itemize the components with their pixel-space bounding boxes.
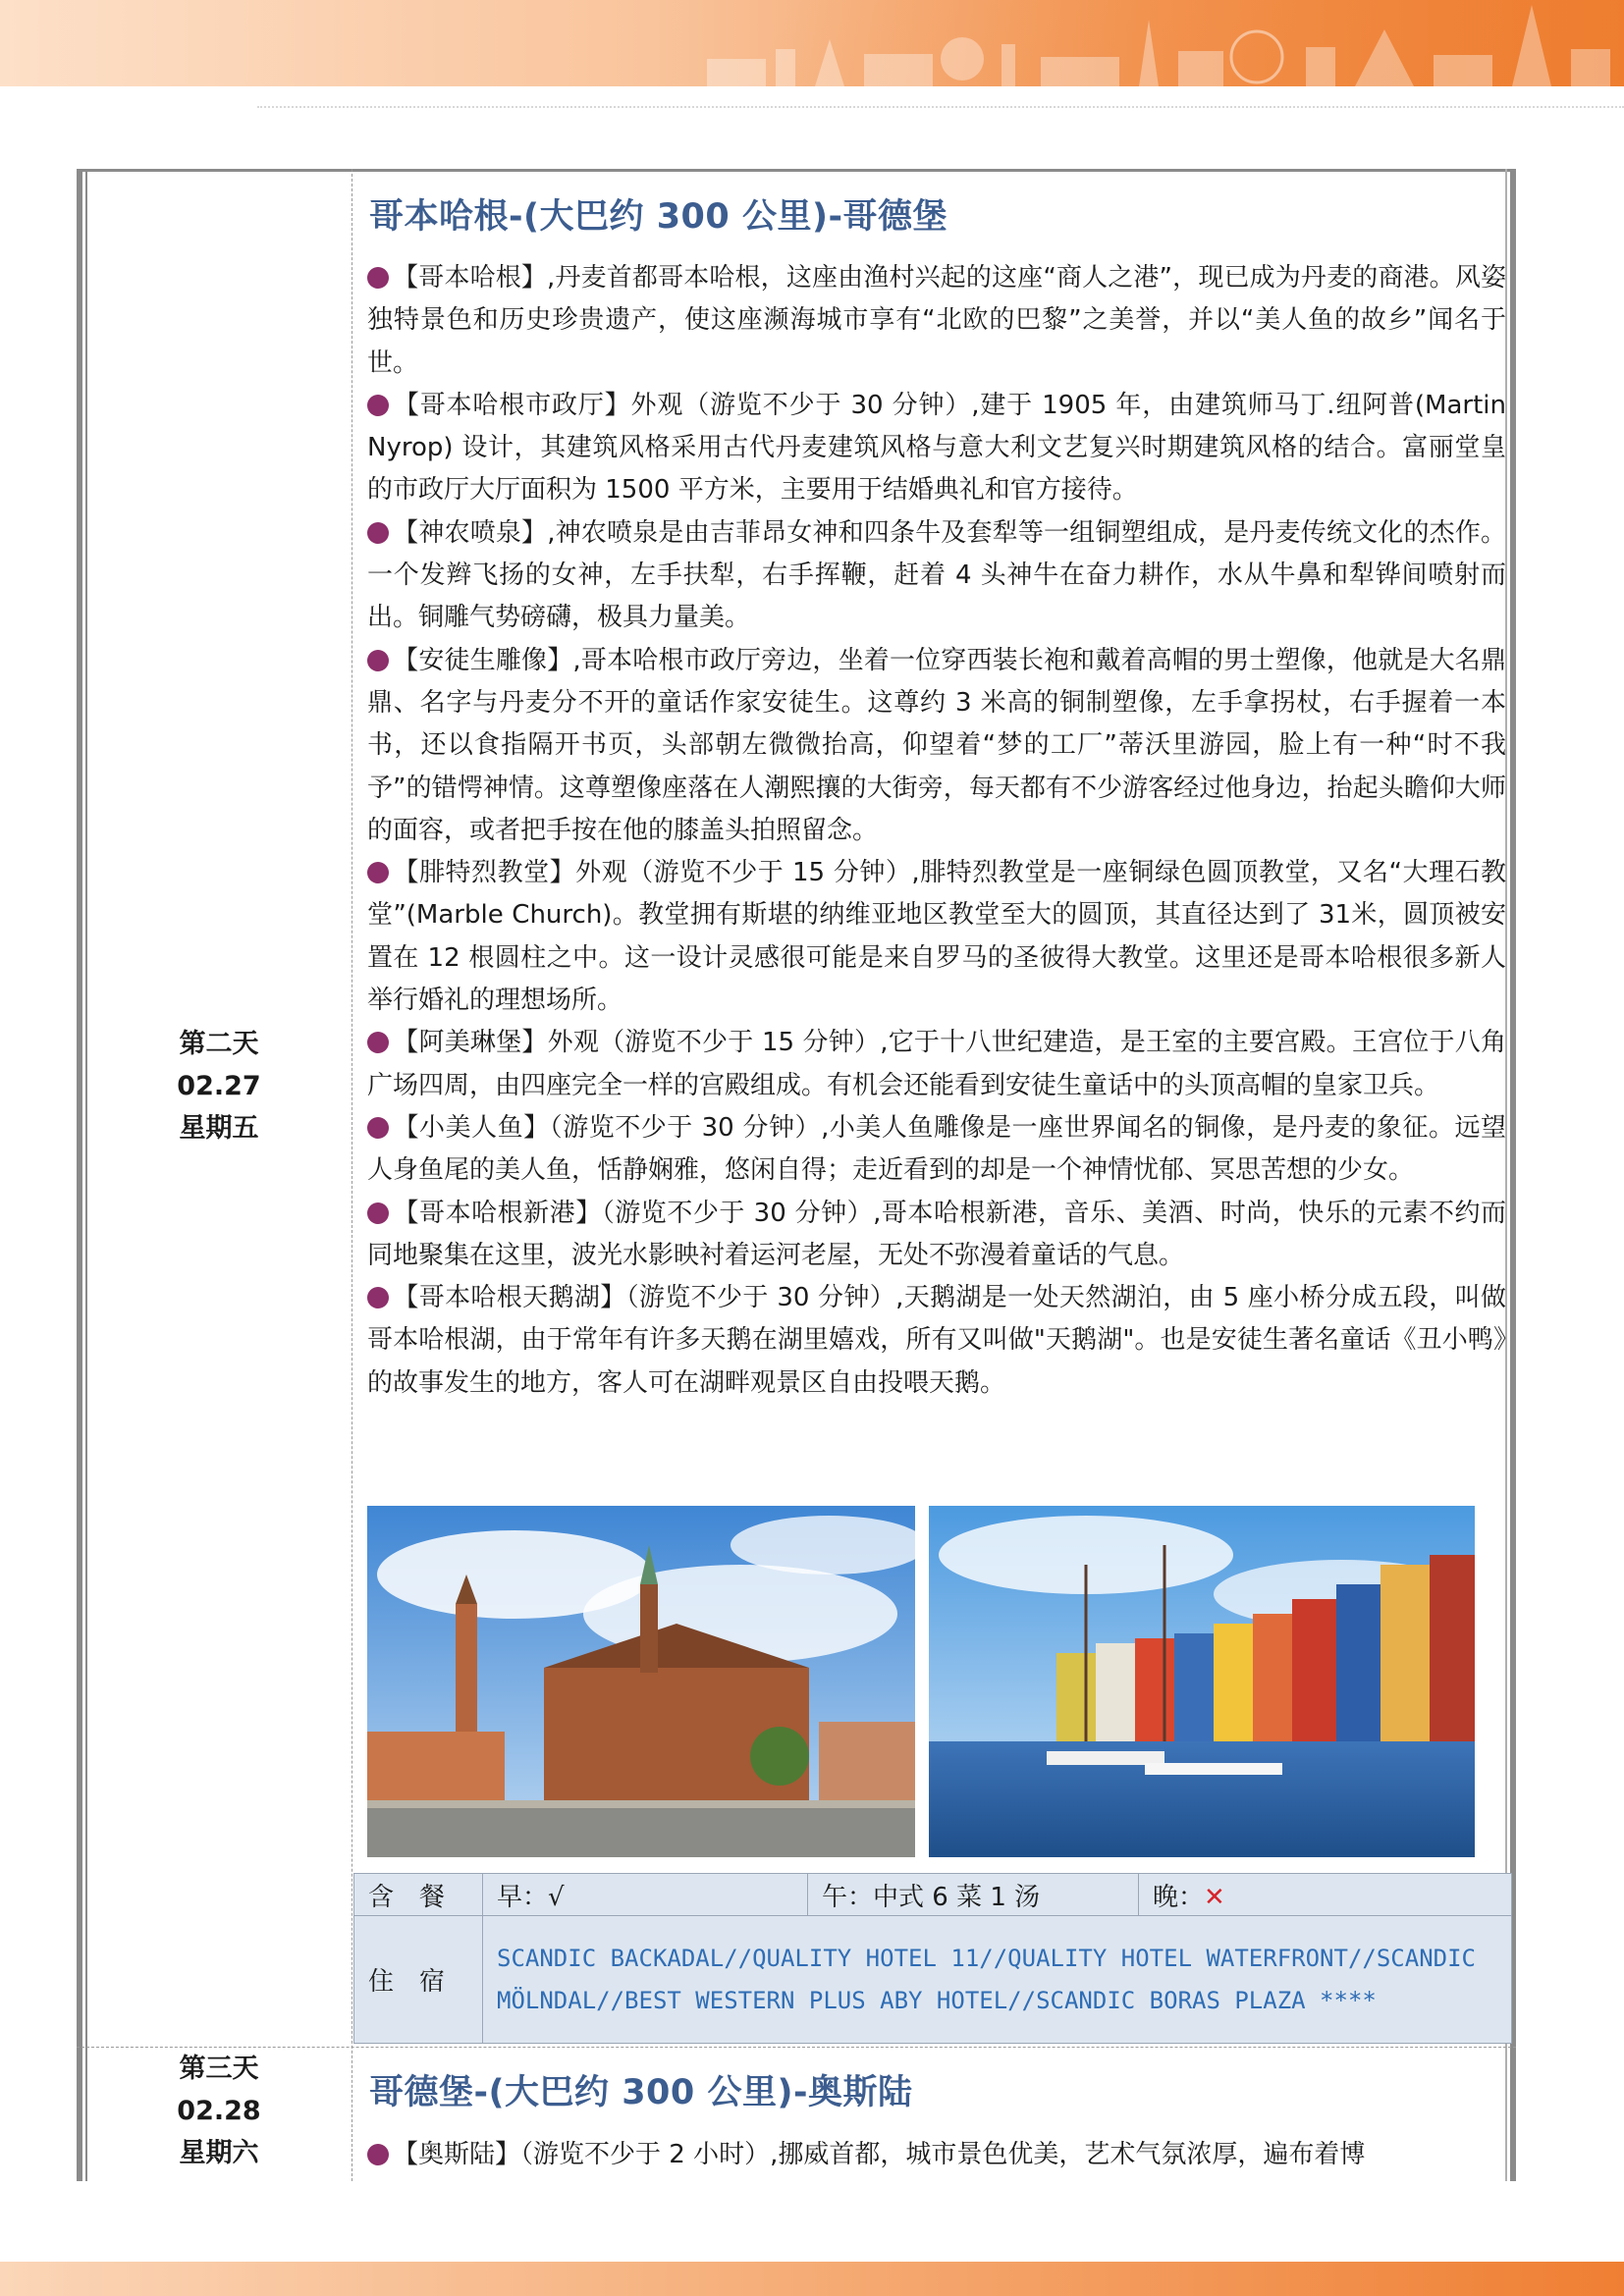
day2-description: [367, 257, 1506, 1405]
bullet-icon: [367, 267, 389, 289]
day3-route-title: 哥德堡-(大巴约 300 公里)-奥斯陆: [369, 2073, 913, 2112]
bullet-icon: [367, 1202, 389, 1224]
attraction-paragraph: 【哥本哈根新港】（游览不少于 30 分钟）,哥本哈根新港，音乐、美酒、时尚，快乐的元素不约而同地聚集在这里，波光水影映衬着运河老屋，无处不弥漫着童话的气息。: [367, 1198, 1506, 1270]
bullet-icon: [367, 522, 389, 544]
lunch-cell: 午：中式 6 菜 1 汤: [808, 1874, 1139, 1916]
bullet-icon: [367, 1287, 389, 1308]
nyhavn-photo: [929, 1506, 1475, 1857]
attraction-paragraph: 【奥斯陆】（游览不少于 2 小时）,挪威首都，城市景色优美，艺术气氛浓厚，遍布着博: [393, 2140, 1366, 2169]
header-divider: [257, 106, 1624, 108]
attraction-paragraph: 【哥本哈根天鹅湖】（游览不少于 30 分钟）,天鹅湖是一处天然湖泊，由 5 座小桥分成五段，叫做哥本哈根湖，由于常年有许多天鹅在湖里嬉戏，所有又叫做"天鹅湖"。也是安徒生著名童话《丑小鸭》的故事发生的地方，客人可在湖畔观景区自由投喂天鹅。: [367, 1283, 1506, 1398]
day-number: 第三天: [179, 2054, 259, 2084]
day2-label: [147, 1023, 291, 1149]
day2-route-title: 哥本哈根-(大巴约 300 公里)-哥德堡: [369, 197, 947, 237]
day3-description: [367, 2134, 1506, 2176]
day-date: 02.27: [177, 1071, 261, 1101]
bullet-icon: [367, 862, 389, 883]
attraction-paragraph: 【腓特烈教堂】外观（游览不少于 15 分钟）,腓特烈教堂是一座铜绿色圆顶教堂，又名“大理石教堂”(Marble Church)。教堂拥有斯堪的纳维亚地区教堂至大的圆顶，其直径达到了 31米，圆顶被安置在 12 根圆柱之中。这一设计灵感很可能是来自罗马的圣彼得大教堂。这里还是哥本哈根很多新人举行婚礼的理想场所。: [367, 858, 1506, 1016]
bullet-icon: [367, 650, 389, 671]
day-weekday: 星期六: [179, 2138, 259, 2168]
bullet-icon: [367, 1032, 389, 1053]
hotel-label: 住 宿: [354, 1916, 483, 2044]
bullet-icon: [367, 1117, 389, 1139]
day3-label: [147, 2048, 291, 2174]
day-number: 第二天: [179, 1029, 259, 1059]
meals-label: 含 餐: [354, 1874, 483, 1916]
dinner-cross-icon: ✕: [1204, 1882, 1225, 1912]
attraction-paragraph: 【哥本哈根】,丹麦首都哥本哈根，这座由渔村兴起的这座“商人之港”，现已成为丹麦的商港。风姿独特景色和历史珍贵遗产，使这座濒海城市享有“北欧的巴黎”之美誉，并以“美人鱼的故乡”闻名于世。: [367, 263, 1506, 378]
hotel-value: SCANDIC BACKADAL//QUALITY HOTEL 11//QUALITY HOTEL WATERFRONT//SCANDIC MÖLNDAL//BEST WESTERN PLUS ABY HOTEL//SCANDIC BORAS PLAZA ****: [483, 1916, 1512, 2044]
bottom-banner: [0, 2262, 1624, 2296]
attraction-paragraph: 【神农喷泉】,神农喷泉是由吉菲昂女神和四条牛及套犁等一组铜塑组成，是丹麦传统文化的杰作。一个发辫飞扬的女神，左手扶犁，右手挥鞭，赶着 4 头神牛在奋力耕作，水从牛鼻和犁铧间喷射而出。铜雕气势磅礴，极具力量美。: [367, 517, 1506, 633]
bullet-icon: [367, 395, 389, 416]
attraction-paragraph: 【安徒生雕像】,哥本哈根市政厅旁边，坐着一位穿西装长袍和戴着高帽的男士塑像，他就是大名鼎鼎、名字与丹麦分不开的童话作家安徒生。这尊约 3 米高的铜制塑像，左手拿拐杖，右手握着一本书，还以食指隔开书页，头部朝左微微抬高，仰望着“梦的工厂”蒂沃里游园，脸上有一种“时不我予”的错愕神情。这尊塑像座落在人潮熙攘的大街旁，每天都有不少游客经过他身边，抬起头瞻仰大师的面容，或者把手按在他的膝盖头拍照留念。: [367, 645, 1506, 845]
day-date: 02.28: [177, 2096, 261, 2126]
top-banner: [0, 0, 1624, 86]
attraction-paragraph: 【阿美琳堡】外观（游览不少于 15 分钟）,它于十八世纪建造，是王室的主要宫殿。王宫位于八角广场四周，由四座完全一样的宫殿组成。有机会还能看到安徒生童话中的头顶高帽的皇家卫兵。: [367, 1028, 1506, 1100]
day-weekday: 星期五: [179, 1113, 259, 1144]
attraction-paragraph: 【小美人鱼】（游览不少于 30 分钟）,小美人鱼雕像是一座世界闻名的铜像，是丹麦的象征。远望人身鱼尾的美人鱼，恬静娴雅，悠闲自得；走近看到的却是一个神情忧郁、冥思苦想的少女。: [367, 1112, 1506, 1186]
attraction-paragraph: 【哥本哈根市政厅】外观（游览不少于 30 分钟）,建于 1905 年，由建筑师马丁.纽阿普(Martin Nyrop) 设计，其建筑风格采用古代丹麦建筑风格与意大利文艺复兴时期建筑风格的结合。富丽堂皇的市政厅大厅面积为 1500 平方米，主要用于结婚典礼和官方接待。: [367, 390, 1506, 506]
skyline-decoration: [668, 0, 1624, 86]
bullet-icon: [367, 2144, 389, 2165]
dinner-cell: 晚：✕: [1139, 1874, 1512, 1916]
day2-info-table: [353, 1873, 1512, 2044]
breakfast-cell: 早：√: [483, 1874, 808, 1916]
city-hall-photo: [367, 1506, 915, 1857]
